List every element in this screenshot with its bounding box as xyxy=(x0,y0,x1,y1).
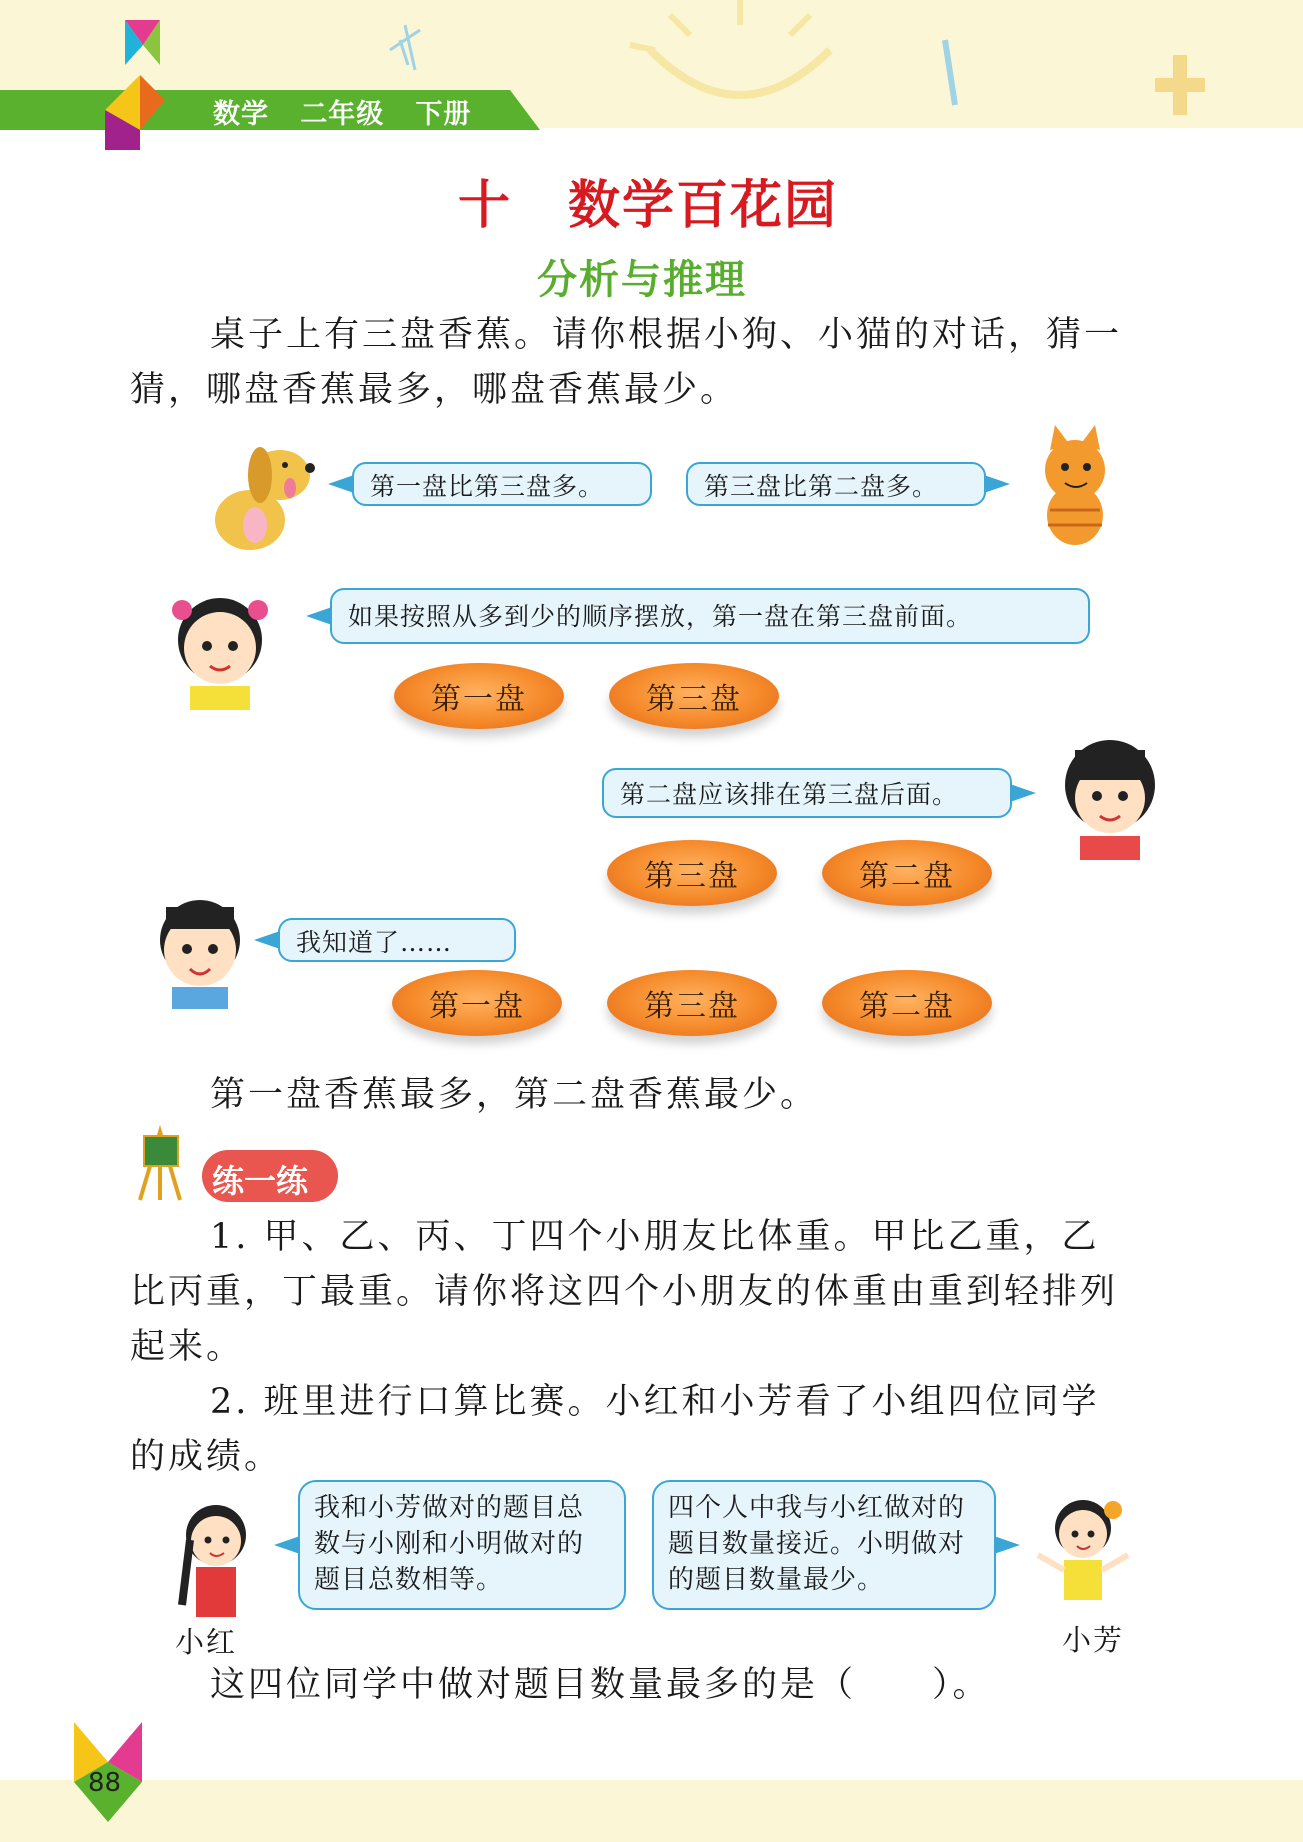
plate-label: 第二盘 xyxy=(859,989,955,1024)
section-title: 分析与推理 xyxy=(537,257,747,303)
xiaohong-speech-bubble xyxy=(298,1480,626,1610)
intro-line-1: 桌子上有三盘香蕉。请你根据小狗、小猫的对话，猜一 xyxy=(210,315,1123,355)
cat-speech-text: 第三盘比第二盘多。 xyxy=(704,472,939,501)
dog-speech-text: 第一盘比第三盘多。 xyxy=(370,472,605,501)
intro-paragraph xyxy=(130,308,1170,418)
chapter-title: 数学百花园 xyxy=(568,176,839,236)
boy-speech-bubble xyxy=(278,918,516,962)
bottom-decorative-band xyxy=(0,1780,1303,1842)
xiaohong-speech-text: 我和小芳做对的题目总数与小刚和小明做对的题目总数相等。 xyxy=(314,1493,585,1595)
star-doodle-icon xyxy=(380,10,530,80)
question-1-line-1: 1. 甲、乙、丙、丁四个小朋友比体重。甲比乙重，乙 xyxy=(210,1217,1100,1257)
final-question: 这四位同学中做对题目数量最多的是（ ）。 xyxy=(210,1665,991,1705)
plate-label: 第三盘 xyxy=(646,682,742,717)
plate xyxy=(607,840,777,906)
tangram-logo-icon xyxy=(105,20,175,155)
girl2-speech-bubble xyxy=(602,768,1012,818)
plate-label: 第三盘 xyxy=(644,989,740,1024)
plate-label: 第一盘 xyxy=(431,682,527,717)
question-1 xyxy=(130,1210,1170,1375)
xiaofang-speech-text: 四个人中我与小红做对的题目数量接近。小明做对的题目数量最少。 xyxy=(668,1493,966,1595)
cat-illustration xyxy=(1020,425,1130,550)
header-subject: 数学 二年级 下册 xyxy=(213,99,472,130)
girl2-speech-text: 第二盘应该排在第三盘后面。 xyxy=(620,780,959,809)
boy-speech-text: 我知道了…… xyxy=(296,928,453,957)
plate xyxy=(822,840,992,906)
question-1-line-3: 起来。 xyxy=(130,1327,245,1367)
plate xyxy=(609,663,779,729)
girl1-speech-bubble xyxy=(330,588,1090,644)
plate xyxy=(394,663,564,729)
question-2-line-1: 2. 班里进行口算比赛。小红和小芳看了小组四位同学 xyxy=(210,1382,1100,1422)
plate-label: 第一盘 xyxy=(429,989,525,1024)
dog-speech-bubble xyxy=(352,462,652,506)
page-number: 88 xyxy=(88,1768,122,1798)
xiaohong-illustration xyxy=(168,1495,263,1620)
sun-doodle-icon xyxy=(610,0,870,110)
practice-heading: 练一练 xyxy=(212,1162,309,1200)
girl1-speech-text: 如果按照从多到少的顺序摆放，第一盘在第三盘前面。 xyxy=(348,602,973,631)
plate xyxy=(392,970,562,1036)
plus-doodle-icon xyxy=(1140,45,1220,125)
cat-speech-bubble xyxy=(686,462,986,506)
question-2 xyxy=(130,1375,1170,1485)
conclusion-text: 第一盘香蕉最多，第二盘香蕉最少。 xyxy=(210,1075,819,1115)
dog-illustration xyxy=(190,430,325,555)
xiaofang-speech-bubble xyxy=(652,1480,996,1610)
xiaofang-illustration xyxy=(1028,1490,1138,1610)
girl-with-bows-illustration xyxy=(160,580,280,710)
chapter-number: 十 xyxy=(458,176,511,236)
question-2-line-2: 的成绩。 xyxy=(130,1437,283,1477)
plate xyxy=(822,970,992,1036)
intro-line-2: 猜，哪盘香蕉最多，哪盘香蕉最少。 xyxy=(130,370,739,410)
plate-label: 第二盘 xyxy=(859,859,955,894)
plate xyxy=(607,970,777,1036)
boy-illustration xyxy=(140,885,260,1010)
girl-short-hair-illustration xyxy=(1050,730,1170,865)
plate-label: 第三盘 xyxy=(644,859,740,894)
one-doodle-icon xyxy=(930,35,970,115)
easel-icon xyxy=(130,1122,200,1202)
question-1-line-2: 比丙重，丁最重。请你将这四个小朋友的体重由重到轻排列 xyxy=(130,1272,1119,1312)
xiaofang-name: 小芳 xyxy=(1062,1623,1125,1657)
xiaohong-name: 小红 xyxy=(175,1625,238,1659)
